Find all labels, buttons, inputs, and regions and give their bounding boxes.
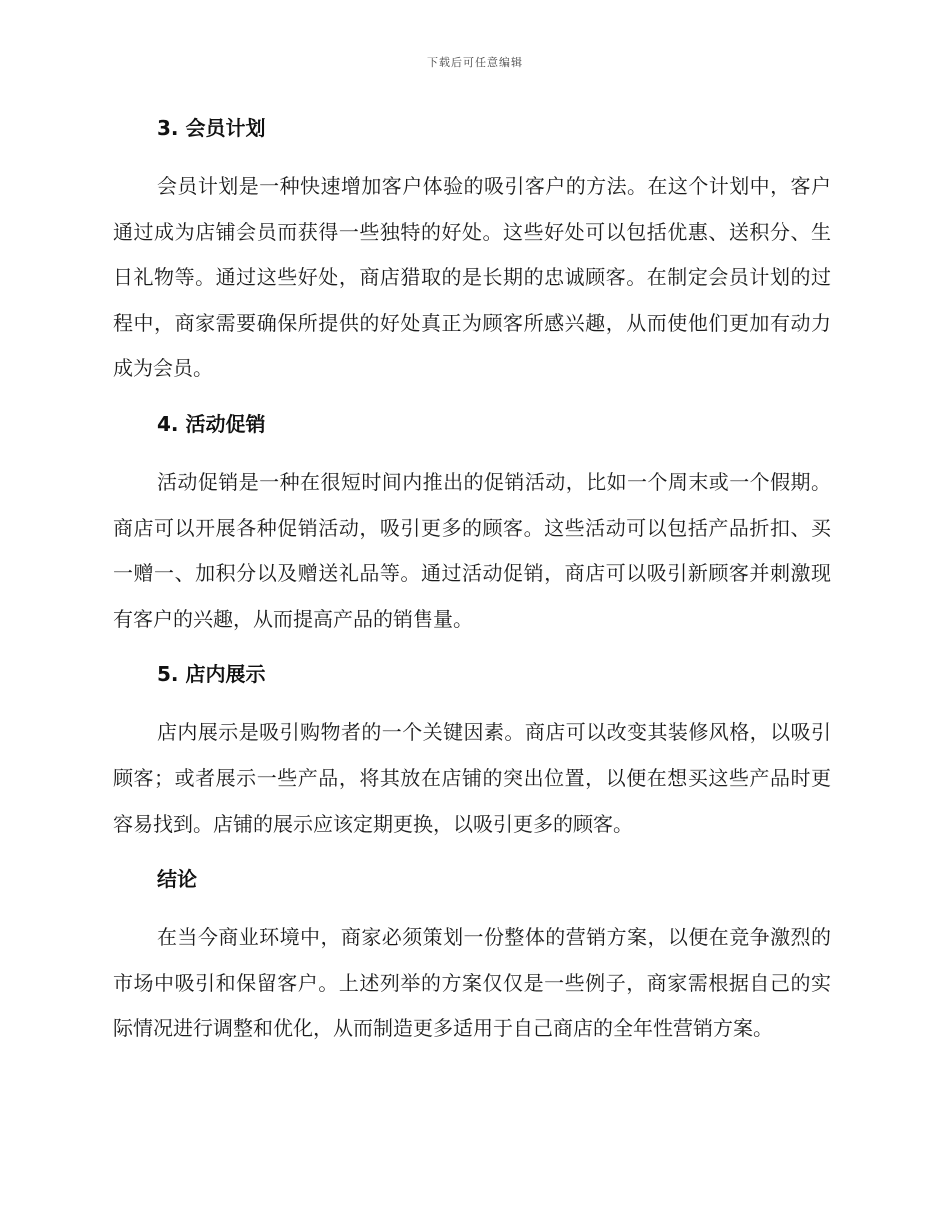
page-header: 下载后可任意编辑 — [427, 56, 523, 69]
section-heading-conclusion: 结论 — [157, 867, 197, 892]
section-paragraph-promotion: 活动促销是一种在很短时间内推出的促销活动，比如一个周末或一个假期。商店可以开展各种促销活动，吸引更多的顾客。这些活动可以包括产品折扣、买一赠一、加积分以及赠送礼品等。通过活动促销，商店可以吸引新顾客并刺激现有客户的兴趣，从而提高产品的销售量。 — [113, 469, 831, 631]
section-paragraph-display: 店内展示是吸引购物者的一个关键因素。商店可以改变其装修风格，以吸引顾客；或者展示一些产品，将其放在店铺的突出位置，以便在想买这些产品时更容易找到。店铺的展示应该定期更换，以吸引更多的顾客。 — [113, 720, 831, 836]
section-paragraph-membership: 会员计划是一种快速增加客户体验的吸引客户的方法。在这个计划中，客户通过成为店铺会员而获得一些独特的好处。这些好处可以包括优惠、送积分、生日礼物等。通过这些好处，商店猎取的是长期的忠诚顾客。在制定会员计划的过程中，商家需要确保所提供的好处真正为顾客所感兴趣，从而使他们更加有动力成为会员。 — [113, 174, 831, 381]
section-heading-display: 5. 店内展示 — [157, 662, 266, 687]
section-heading-promotion: 4. 活动促销 — [157, 411, 266, 436]
document-body — [113, 112, 831, 1068]
section-paragraph-conclusion: 在当今商业环境中，商家必须策划一份整体的营销方案，以便在竞争激烈的市场中吸引和保留客户。上述列举的方案仅仅是一些例子，商家需根据自己的实际情况进行调整和优化，从而制造更多适用于自己商店的全年性营销方案。 — [113, 925, 831, 1041]
section-heading-membership: 3. 会员计划 — [157, 116, 266, 140]
